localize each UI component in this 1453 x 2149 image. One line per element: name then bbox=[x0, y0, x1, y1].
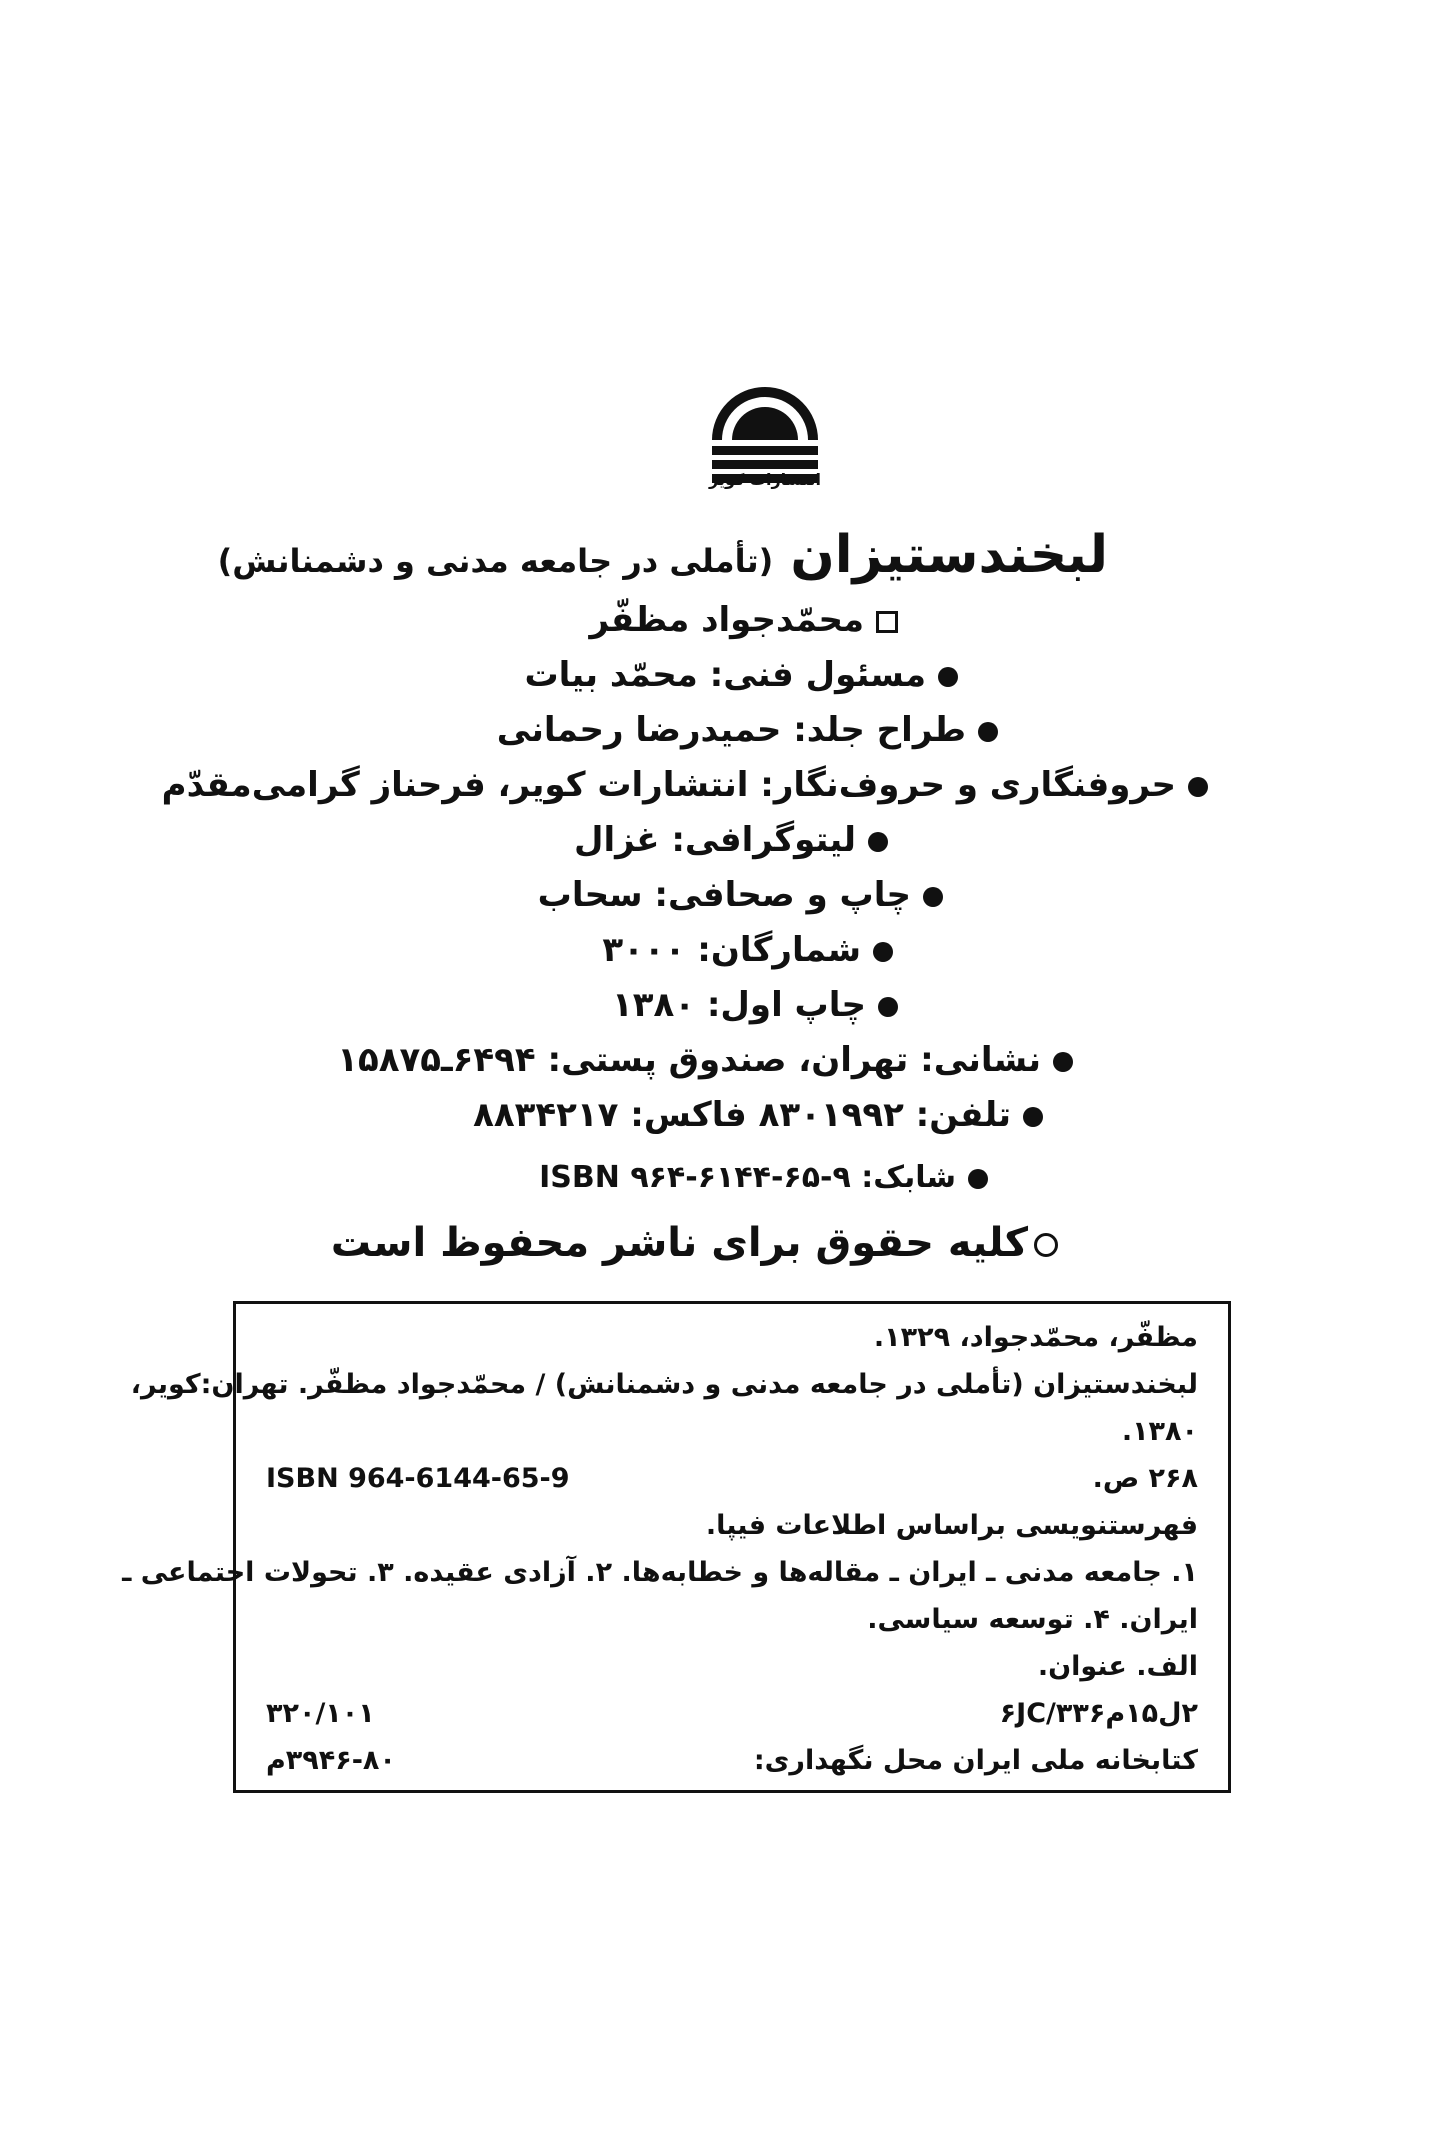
cataloging-in-publication-box bbox=[122, 1301, 1231, 1793]
bullet-icon bbox=[878, 997, 898, 1017]
cip-title-entry: الف. عنوان. bbox=[1037, 1651, 1198, 1682]
cip-lc-class: ۲ل۱۵م۶JC/۳۳۶ bbox=[999, 1698, 1198, 1729]
credit-phone-fax: تلفن: ۸۳۰۱۹۹۲ فاکس: ۸۸۳۴۲۱۷ bbox=[473, 1095, 1043, 1135]
credit-address: نشانی: تهران، صندوق پستی: ۶۴۹۴ـ۱۵۸۷۵ bbox=[337, 1040, 1073, 1080]
credit-print-run: شمارگان: ۳۰۰۰ bbox=[602, 930, 893, 970]
cip-library-number: ۳۹۴۶-۸۰م bbox=[266, 1745, 396, 1776]
rights-statement: کلیه حقوق برای ناشر محفوظ است bbox=[331, 1220, 1058, 1266]
credit-typesetting: حروفنگاری و حروف‌نگار: انتشارات کویر، فرحناز گرامی‌مقدّم bbox=[162, 765, 1208, 805]
circle-bullet-icon bbox=[1034, 1233, 1058, 1257]
cip-subjects-cont: ایران. ۴. توسعه سیاسی. bbox=[867, 1604, 1198, 1635]
publisher-logo-text: انتشارات کویر bbox=[709, 470, 821, 489]
cip-author: مظفّر، محمّدجواد، ۱۳۲۹. bbox=[873, 1322, 1198, 1353]
bullet-icon bbox=[978, 722, 998, 742]
bullet-icon bbox=[873, 942, 893, 962]
bullet-icon bbox=[938, 667, 958, 687]
cip-isbn: ISBN 964-6144-65-9 bbox=[266, 1463, 570, 1494]
cip-note: فهرستنویسی براساس اطلاعات فیپا. bbox=[705, 1510, 1198, 1541]
bullet-icon bbox=[923, 887, 943, 907]
bullet-icon bbox=[868, 832, 888, 852]
book-title-line bbox=[108, 525, 1108, 585]
cip-library: کتابخانه ملی ایران محل نگهداری: bbox=[753, 1745, 1198, 1776]
square-bullet-icon bbox=[876, 611, 898, 633]
publisher-logo-icon bbox=[700, 362, 830, 512]
author-line bbox=[589, 600, 898, 640]
cip-pages: ۲۶۸ ص. bbox=[1092, 1463, 1198, 1494]
credit-isbn: شابک: ۹-۶۵-۶۱۴۴-۹۶۴ ISBN bbox=[539, 1160, 988, 1195]
cip-subjects: ۱. جامعه مدنی ـ ایران ـ مقاله‌ها و خطابه‌ها. ۲. آزادی عقیده. ۳. تحولات اجتماعی ـ bbox=[122, 1557, 1198, 1588]
publisher-logo bbox=[700, 362, 830, 512]
book-title: لبخندستیزان bbox=[790, 525, 1108, 585]
bullet-icon bbox=[1053, 1052, 1073, 1072]
credit-printing: چاپ و صحافی: سحاب bbox=[538, 875, 943, 915]
cip-dewey: ۳۲۰/۱۰۱ bbox=[266, 1698, 375, 1729]
credit-lithography: لیتوگرافی: غزال bbox=[574, 820, 888, 860]
credit-first-edition: چاپ اول: ۱۳۸۰ bbox=[612, 985, 898, 1025]
author-name: محمّدجواد مظفّر bbox=[589, 600, 864, 640]
cip-year: ۱۳۸۰. bbox=[1121, 1416, 1198, 1447]
bullet-icon bbox=[1023, 1107, 1043, 1127]
book-subtitle: (تأملی در جامعه مدنی و دشمنانش) bbox=[217, 542, 774, 580]
bullet-icon bbox=[1188, 777, 1208, 797]
credit-technical: مسئول فنی: محمّد بیات bbox=[524, 655, 958, 695]
credit-cover-designer: طراح جلد: حمیدرضا رحمانی bbox=[497, 710, 998, 750]
cip-title: لبخندستیزان (تأملی در جامعه مدنی و دشمنانش) / محمّدجواد مظفّر. تهران:کویر، bbox=[130, 1369, 1198, 1400]
bullet-icon bbox=[968, 1169, 988, 1189]
